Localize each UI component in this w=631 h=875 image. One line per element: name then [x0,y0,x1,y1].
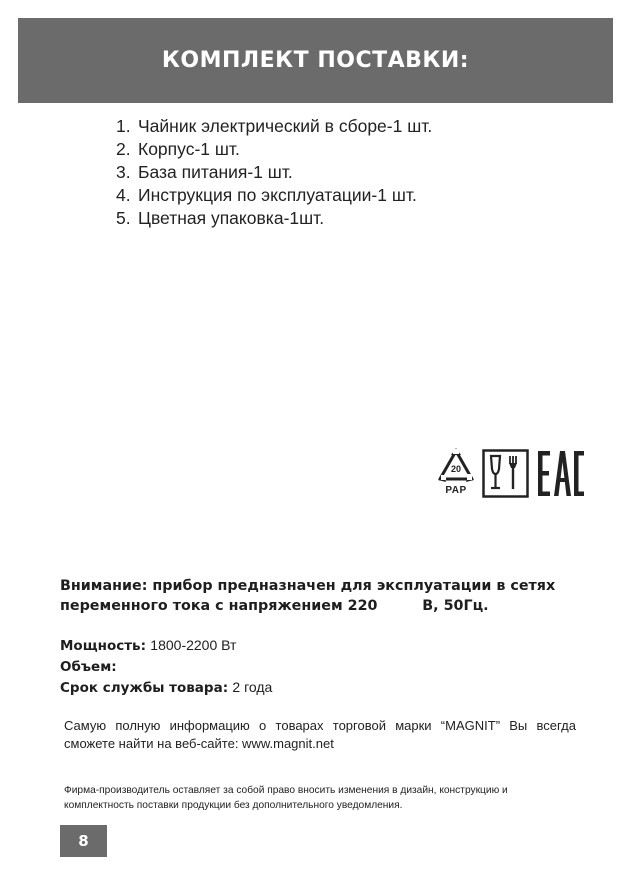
voltage-notice [60,576,573,616]
contents-list [116,115,432,230]
manufacturer-disclaimer: Фирма-производитель оставляет за собой право вносить изменения в дизайн, конструкцию и комплектность поставки продукции без дополнительного уведомления. [64,785,508,811]
notice-line: переменного тока с напряжением 220 В, 50Гц. [60,598,489,614]
list-item-text: Цветная упаковка-1шт. [138,208,325,228]
list-item-number: 3. [116,162,131,182]
certification-icons [436,446,585,500]
page-number: 8 [60,825,107,857]
notice-line: Внимание: прибор предназначен для эксплуатации в сетях [60,578,556,594]
list-item-number: 5. [116,208,131,228]
list-item [116,184,432,207]
list-item-text: Корпус-1 шт. [138,139,240,159]
recycle-code-number: 20 [450,464,461,474]
spec-volume: Объем: [60,659,117,675]
spec-power: Мощность: 1800-2200 Вт [60,637,237,654]
list-item-text: Чайник электрический в сборе-1 шт. [138,116,433,136]
list-item [116,161,432,184]
list-item [116,138,432,161]
list-item-number: 2. [116,139,131,159]
spec-service-life: Срок службы товара: 2 года [60,679,273,696]
list-item-text: Инструкция по эксплуатации-1 шт. [138,185,417,205]
list-item-number: 4. [116,185,131,205]
eac-mark-icon [537,450,585,497]
list-item [116,115,432,138]
list-item-number: 1. [116,116,131,136]
recycle-code-label: PAP [445,485,467,496]
section-title: КОМПЛЕКТ ПОСТАВКИ: [161,48,470,73]
food-safe-icon [482,449,529,498]
section-header [18,18,613,103]
list-item [116,207,432,230]
specifications [60,635,272,698]
list-item-text: База питания-1 шт. [138,162,293,182]
recycle-icon [436,447,476,499]
brand-info-text: Самую полную информацию о товарах торговой марки “MAGNIT” Вы всегда сможете найти на веб-сайте: www.magnit.net [64,718,576,751]
